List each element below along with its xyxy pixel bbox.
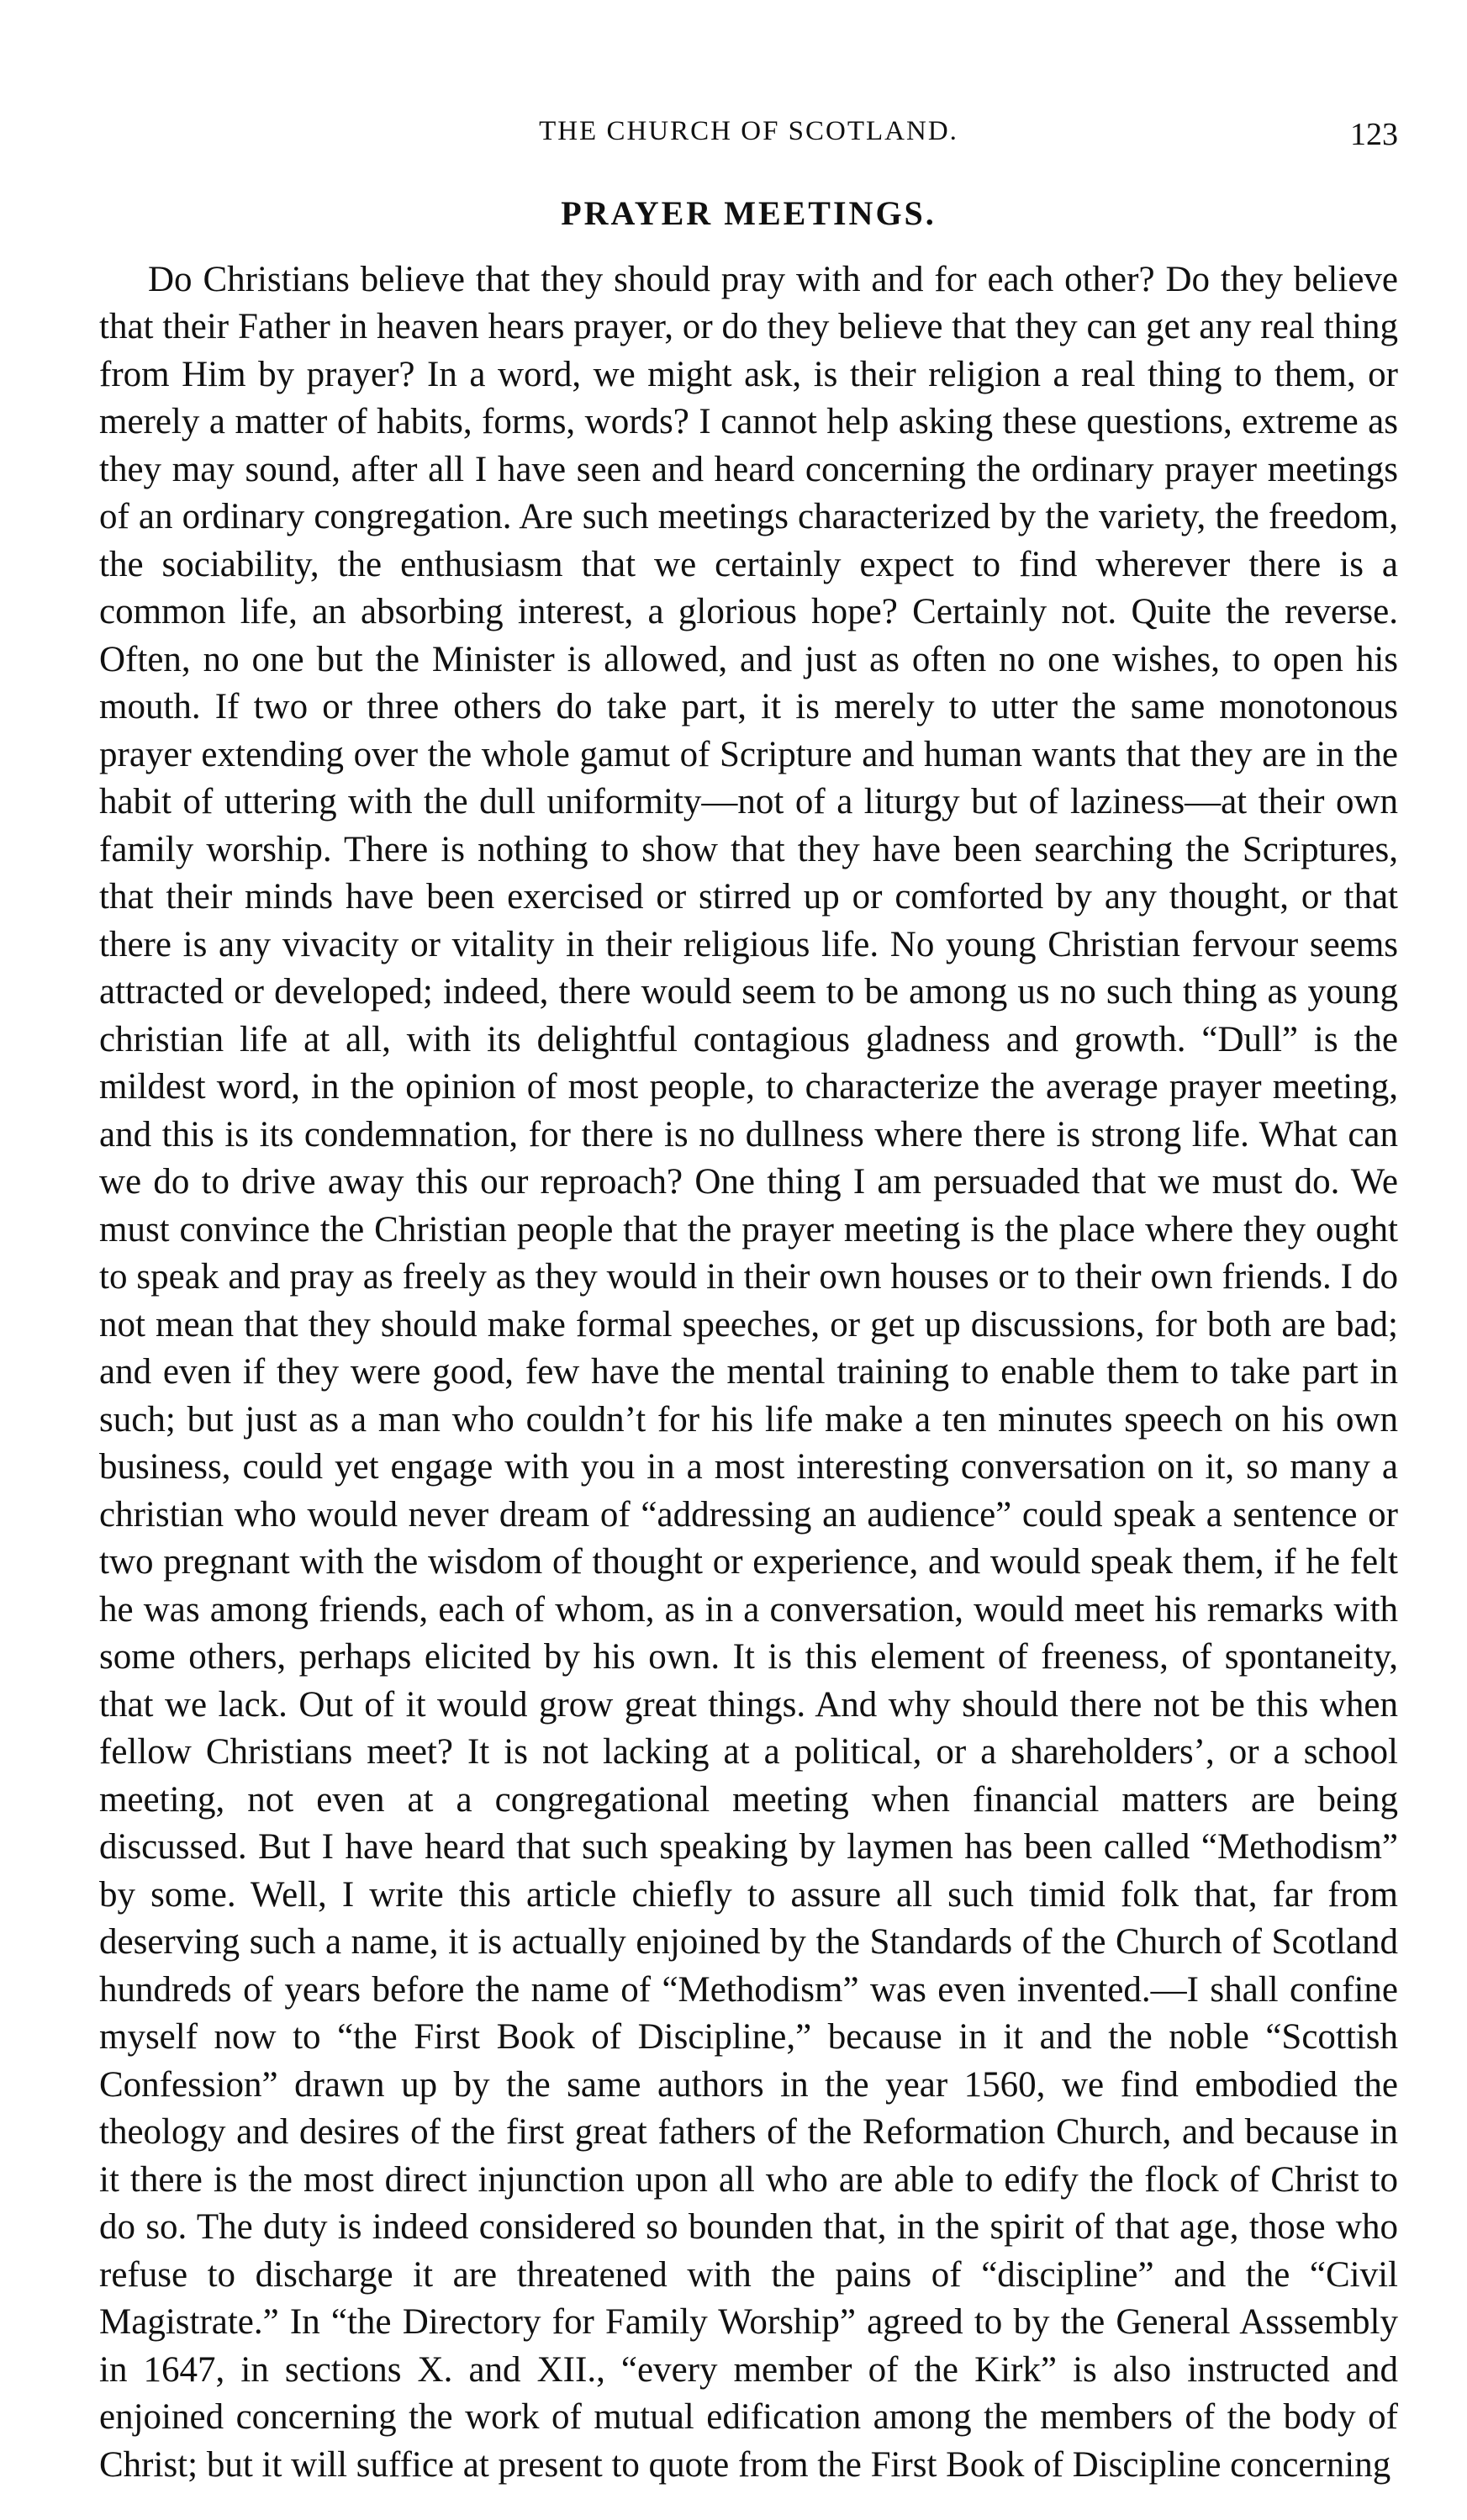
- running-header: [99, 116, 1398, 166]
- body-paragraph: Do Christians believe that they should pray with and for each other? Do they believe that their Father in heaven hears prayer, or do they believe that they can get any real thing from Him by prayer? In a word, we might ask, is their religion a real thing to them, or merely a matter of habits, forms, words? I cannot help asking these questions, extreme as they may sound, after all I have seen and heard concerning the ordinary prayer meetings of an ordinary congregation. Are such meetings characterized by the variety, the freedom, the sociability, the enthusiasm that we certainly expect to find wherever there is a common life, an absorbing interest, a glorious hope? Certainly not. Quite the reverse. Often, no one but the Minister is allowed, and just as often no one wishes, to open his mouth. If two or three others do take part, it is merely to utter the same monotonous prayer extending over the whole gamut of Scripture and human wants that they are in the habit of uttering with the dull uniformity—not of a liturgy but of laziness—at their own family worship. There is nothing to show that they have been searching the Scriptures, that their minds have been exercised or stirred up or comforted by any thought, or that there is any vivacity or vitality in their religious life. No young Christian fervour seems attracted or developed; indeed, there would seem to be among us no such thing as young christian life at all, with its delightful contagious gladness and growth. “Dull” is the mildest word, in the opinion of most people, to characterize the average prayer meeting, and this is its condemnation, for there is no dullness where there is strong life. What can we do to drive away this our reproach? One thing I am persuaded that we must do. We must convince the Christian people that the prayer meeting is the place where they ought to speak and pray as freely as they would in their own houses or to their own friends. I do not mean that they should make formal speeches, or get up discussions, for both are bad; and even if they were good, few have the mental training to enable them to take part in such; but just as a man who couldn’t for his life make a ten minutes speech on his own business, could yet engage with you in a most interesting conversation on it, so many a christian who would never dream of “addressing an audience” could speak a sentence or two pregnant with the wisdom of thought or experience, and would speak them, if he felt he was among friends, each of whom, as in a conversation, would meet his remarks with some others, perhaps elicited by his own. It is this element of freeness, of spontaneity, that we lack. Out of it would grow great things. And why should there not be this when fellow Christians meet? It is not lacking at a political, or a shareholders’, or a school meeting, not even at a congregational meeting when financial matters are being discussed. But I have heard that such speaking by laymen has been called “Methodism” by some. Well, I write this article chiefly to assure all such timid folk that, far from deserving such a name, it is actually enjoined by the Standards of the Church of Scotland hundreds of years before the name of “Methodism” was even invented.—I shall confine myself now to “the First Book of Discipline,” because in it and the noble “Scottish Confession” drawn up by the same authors in the year 1560, we find embodied the theology and desires of the first great fathers of the Reformation Church, and because in it there is the most direct injunction upon all who are able to edify the flock of Christ to do so. The duty is indeed considered so bounden that, in the spirit of that age, those who refuse to discharge it are threatened with the pains of “discipline” and the “Civil Magistrate.” In “the Directory for Family Worship” agreed to by the General Asssembly in 1647, in sections X. and XII., “every member of the Kirk” is also instructed and enjoined concerning the work of mutual edification among the members of the body of Christ; but it will suffice at present to quote from the First Book of Discipline concerning: [99, 259, 1398, 2485]
- article-body: [99, 256, 1398, 2490]
- article-title: PRAYER MEETINGS.: [561, 194, 937, 232]
- book-page: [99, 116, 1398, 2489]
- running-head-title: THE CHURCH OF SCOTLAND.: [539, 116, 958, 146]
- page-number: 123: [1350, 117, 1398, 152]
